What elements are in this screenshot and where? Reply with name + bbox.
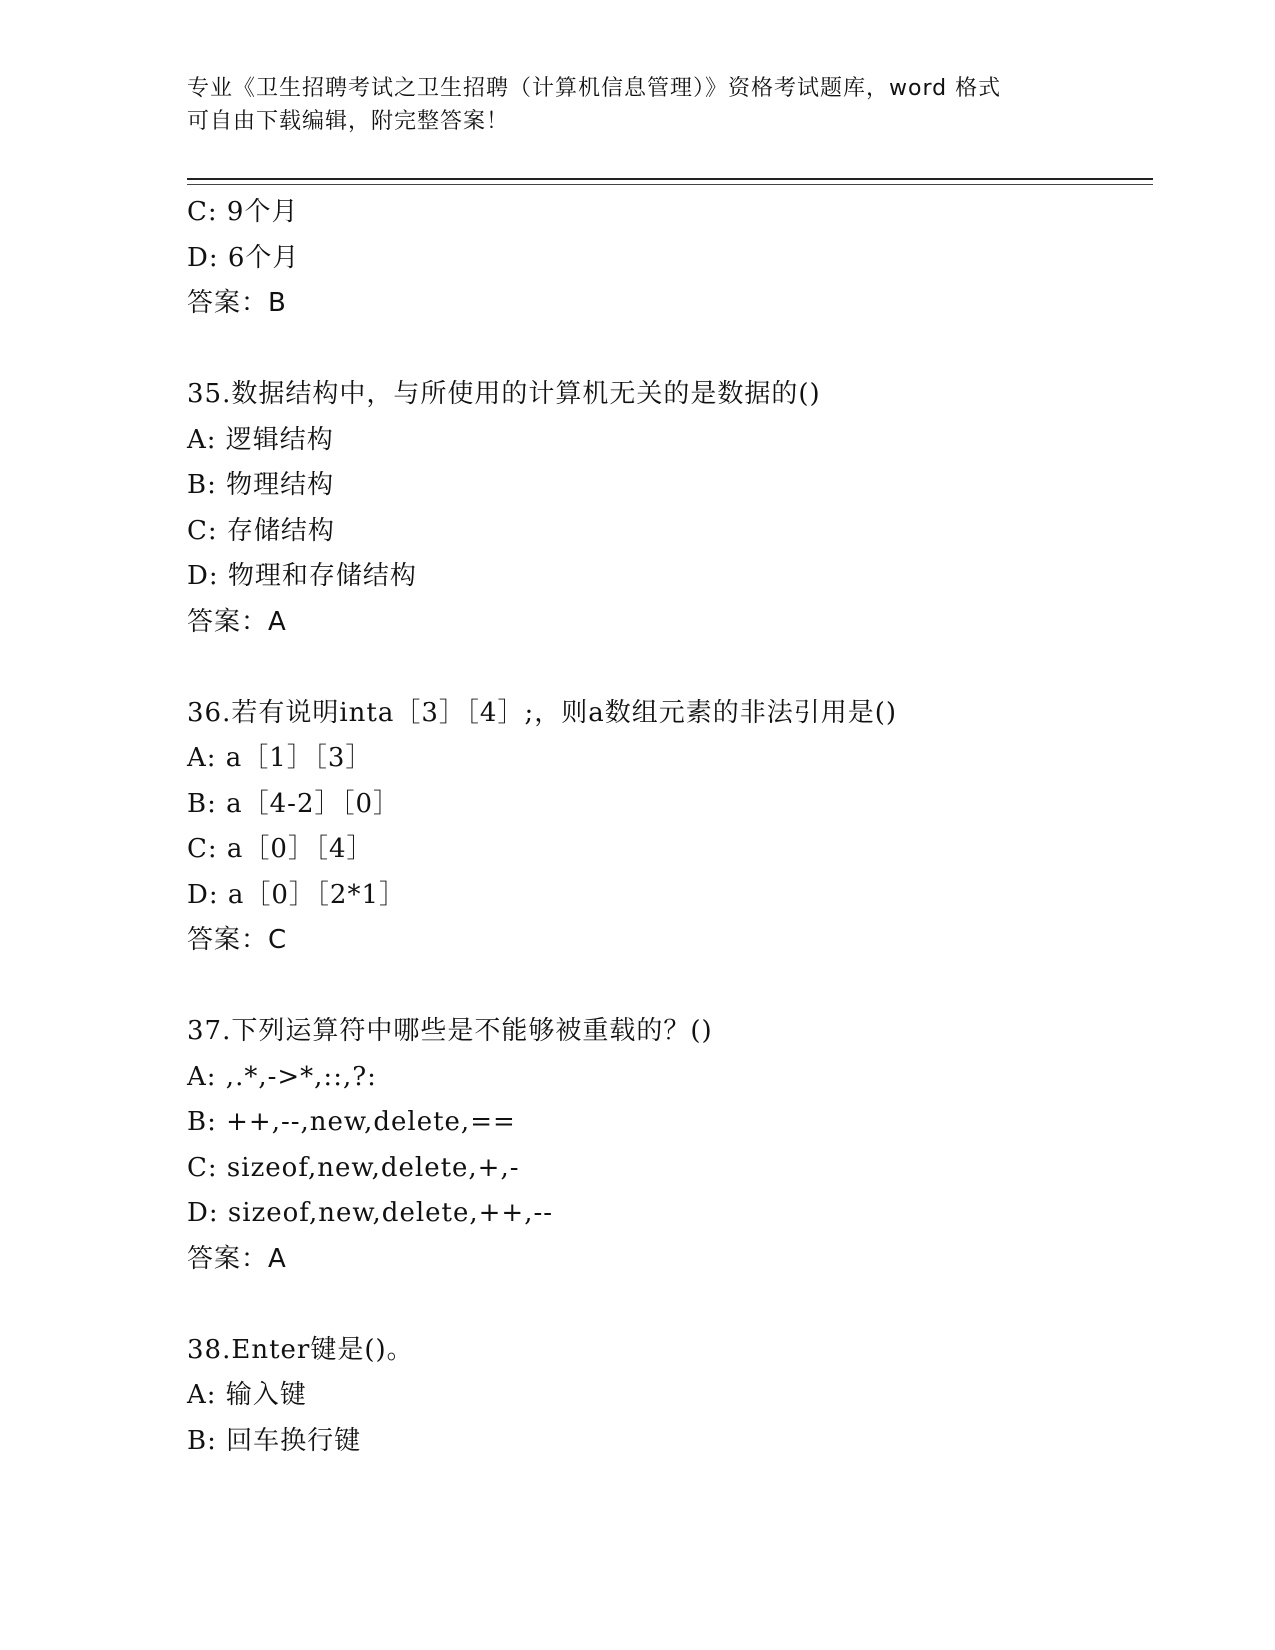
option-line: D: a［0］［2*1］ xyxy=(187,879,406,910)
header-divider-thin xyxy=(187,184,1153,185)
option-line: B: 回车换行键 xyxy=(187,1425,362,1456)
question-stem: 35.数据结构中，与所使用的计算机无关的是数据的() xyxy=(187,379,821,409)
option-line: A: a［1］［3］ xyxy=(187,743,373,773)
option-line: B: a［4-2］［0］ xyxy=(187,788,401,819)
question-list xyxy=(187,190,1153,1464)
option-line: A: 逻辑结构 xyxy=(187,424,334,455)
answer-line: 答案：C xyxy=(187,925,288,955)
header-divider xyxy=(187,178,1153,180)
option-line: D: 物理和存储结构 xyxy=(187,561,417,591)
question-stem: 38.Enter键是()。 xyxy=(187,1334,414,1365)
question-block xyxy=(187,691,1153,964)
option-line: B: 物理结构 xyxy=(187,470,335,500)
question-block xyxy=(187,372,1153,645)
option-line: D: sizeof,new,delete,++,-- xyxy=(187,1198,554,1228)
option-line: D: 6个月 xyxy=(187,242,300,273)
block-gap xyxy=(187,1282,1153,1328)
option-line: B: ++,--,new,delete,== xyxy=(187,1107,516,1137)
option-line: C: 存储结构 xyxy=(187,515,335,546)
question-block xyxy=(187,1328,1153,1465)
answer-line: 答案：A xyxy=(187,606,287,637)
header-line-1: 专业《卫生招聘考试之卫生招聘（计算机信息管理）》资格考试题库，word 格式 xyxy=(187,76,1002,101)
option-line: C: a［0］［4］ xyxy=(187,834,374,864)
option-line: C: sizeof,new,delete,+,- xyxy=(187,1152,520,1183)
question-block xyxy=(187,1009,1153,1282)
answer-line: 答案：B xyxy=(187,288,287,318)
block-gap xyxy=(187,645,1153,691)
option-line: C: 9个月 xyxy=(187,197,299,227)
option-line: A: 输入键 xyxy=(187,1380,307,1410)
header-line-2: 可自由下载编辑，附完整答案！ xyxy=(187,109,510,134)
block-gap xyxy=(187,964,1153,1010)
question-block xyxy=(187,190,1153,327)
question-stem: 37.下列运算符中哪些是不能够被重载的？() xyxy=(187,1016,713,1046)
page-header xyxy=(187,72,1087,138)
question-stem: 36.若有说明inta［3］［4］;，则a数组元素的非法引用是() xyxy=(187,697,897,728)
block-gap xyxy=(187,327,1153,373)
option-line: A: ,.*,->*,::,?: xyxy=(187,1061,377,1092)
answer-line: 答案：A xyxy=(187,1243,287,1274)
